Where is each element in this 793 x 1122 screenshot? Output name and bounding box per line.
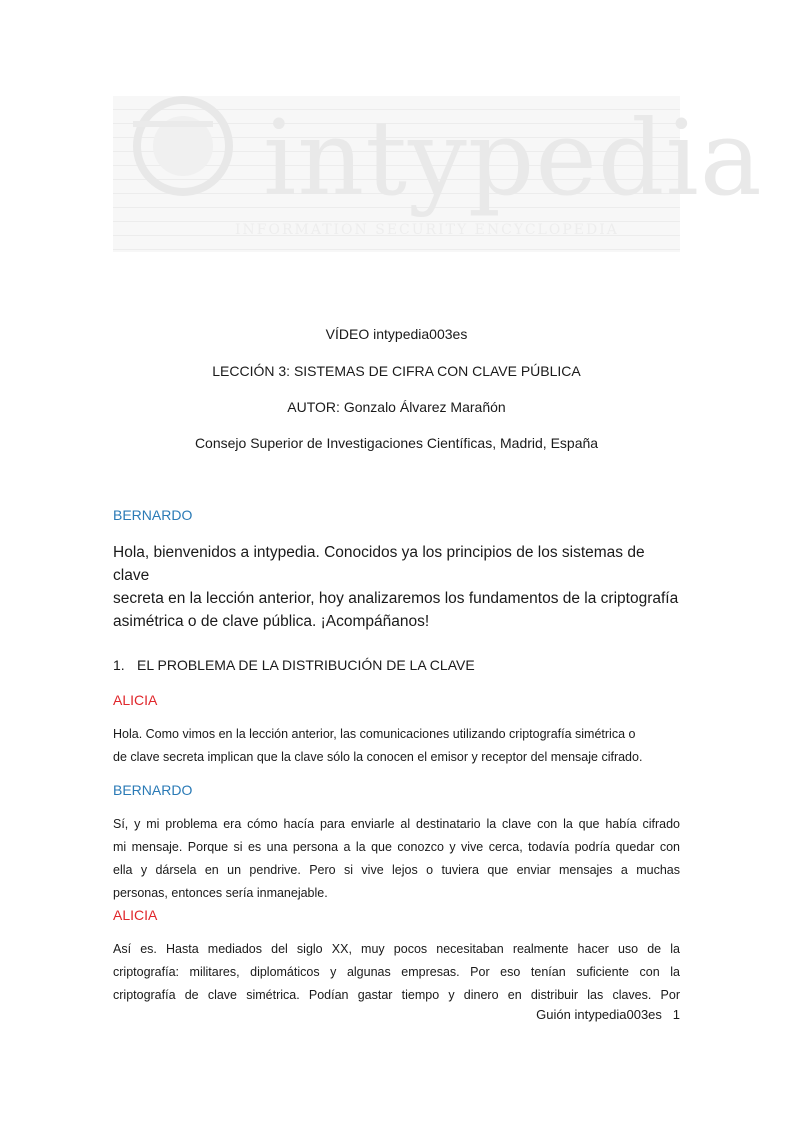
lesson-title: LECCIÓN 3: SISTEMAS DE CIFRA CON CLAVE PÚBLICA	[212, 363, 581, 379]
section-title: EL PROBLEMA DE LA DISTRIBUCIÓN DE LA CLAVE	[137, 657, 475, 673]
paragraph-line: Así es. Hasta mediados del siglo XX, muy pocos necesitaban realmente hacer uso de la	[113, 942, 680, 956]
speaker-bernardo: BERNARDO	[113, 782, 193, 798]
paragraph-line: Sí, y mi problema era cómo hacía para enviarle al destinatario la clave con la que había cifrado	[113, 817, 680, 831]
dialogue-paragraph	[113, 938, 680, 1007]
speaker-alicia: ALICIA	[113, 907, 158, 923]
author-line: AUTOR: Gonzalo Álvarez Marañón	[287, 399, 506, 415]
paragraph-line: ella y dársela en un pendrive. Pero si vive lejos o tuviera que enviar mensajes a muchas	[113, 863, 680, 877]
page-number: 1	[672, 1007, 680, 1022]
dialogue-paragraph	[113, 813, 680, 905]
speaker-alicia: ALICIA	[113, 692, 158, 708]
intro-paragraph	[113, 541, 680, 633]
logo-wordmark: intypedia	[263, 97, 763, 219]
footer-label: Guión intypedia003es	[536, 1007, 662, 1022]
dialogue-paragraph	[113, 723, 680, 769]
paragraph-line: mi mensaje. Porque si es una persona a la que conozco y vive cerca, todavía podría quedar con	[113, 840, 680, 854]
intro-line: asimétrica o de clave pública. ¡Acompáñanos!	[113, 613, 430, 630]
paragraph-line: Hola. Como vimos en la lección anterior, las comunicaciones utilizando criptografía simétrica o	[113, 727, 636, 741]
paragraph-line: de clave secreta implican que la clave sólo la conocen el emisor y receptor del mensaje cifrado.	[113, 750, 643, 764]
section-heading	[113, 656, 475, 674]
section-number: 1.	[113, 657, 125, 673]
paragraph-line: criptografía: militares, diplomáticos y algunas empresas. Por eso tenían suficiente con la	[113, 965, 680, 979]
video-title: VÍDEO intypedia003es	[325, 326, 468, 342]
page-footer	[536, 1006, 680, 1024]
speaker-bernardo: BERNARDO	[113, 507, 193, 523]
logo-tagline: INFORMATION SECURITY ENCYCLOPEDIA	[235, 222, 619, 238]
intro-line: Hola, bienvenidos a intypedia. Conocidos ya los principios de los sistemas de clave	[113, 544, 645, 584]
intro-line: secreta en la lección anterior, hoy analizaremos los fundamentos de la criptografía	[113, 590, 679, 607]
header-banner	[113, 96, 763, 252]
paragraph-line: personas, entonces sería inmanejable.	[113, 886, 328, 900]
institution-line: Consejo Superior de Investigaciones Científicas, Madrid, España	[194, 435, 599, 451]
paragraph-line: criptografía de clave simétrica. Podían gastar tiempo y dinero en distribuir las claves. Por	[113, 988, 680, 1002]
